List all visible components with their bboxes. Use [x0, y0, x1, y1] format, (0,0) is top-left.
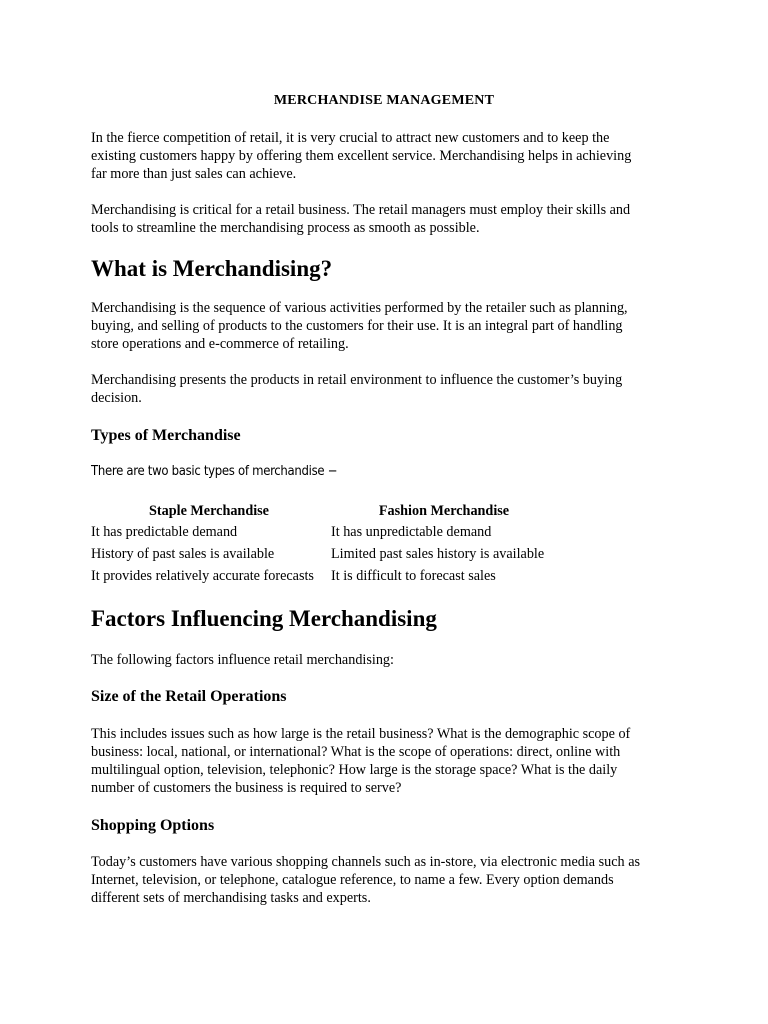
intro2-line-2: tools to streamline the merchandising process as smooth as possible. [91, 220, 480, 236]
document-title: MERCHANDISE MANAGEMENT [273, 93, 495, 108]
table-cell: It is difficult to forecast sales [331, 568, 496, 584]
heading-what-is-merchandising: What is Merchandising? [91, 256, 333, 281]
factors-intro: The following factors influence retail merchandising: [91, 652, 394, 668]
intro-line-2: existing customers happy by offering them excellent service. Merchandising helps in achieving [91, 148, 632, 164]
heading-size-of-retail-operations: Size of the Retail Operations [91, 688, 287, 705]
what-p1-line-1: Merchandising is the sequence of various activities performed by the retailer such as planning, [91, 300, 628, 316]
table-cell: History of past sales is available [91, 546, 275, 562]
size-line-3: multilingual option, television, telephonic? How large is the storage space? What is the daily [91, 762, 618, 778]
what-p1-line-3: store operations and e-commerce of retailing. [91, 336, 349, 352]
types-intro: There are two basic types of merchandise − [91, 464, 338, 479]
intro2-line-1: Merchandising is critical for a retail business. The retail managers must employ their skills and [91, 202, 631, 218]
size-line-2: business: local, national, or international? What is the scope of operations: direct, online with [91, 744, 621, 760]
heading-types-of-merchandise: Types of Merchandise [91, 427, 241, 444]
size-line-1: This includes issues such as how large is the retail business? What is the demographic scope of [91, 726, 631, 742]
shopping-line-2: Internet, television, or telephone, catalogue reference, to name a few. Every option demands [91, 872, 614, 888]
shopping-line-3: different sets of merchandising tasks and experts. [91, 890, 371, 906]
what-p2-line-2: decision. [91, 390, 142, 406]
what-p2-line-1: Merchandising presents the products in retail environment to influence the customer’s buying [91, 372, 623, 388]
size-line-4: number of customers the business is required to serve? [91, 780, 402, 796]
shopping-line-1: Today’s customers have various shopping channels such as in-store, via electronic media such as [91, 854, 641, 870]
heading-factors: Factors Influencing Merchandising [91, 606, 437, 631]
table-header-fashion: Fashion Merchandise [378, 503, 510, 519]
table-header-staple: Staple Merchandise [149, 503, 269, 519]
table-cell: It has unpredictable demand [331, 524, 492, 540]
intro-line-1: In the fierce competition of retail, it is very crucial to attract new customers and to keep the [91, 130, 610, 146]
heading-shopping-options: Shopping Options [91, 817, 215, 834]
what-p1-line-2: buying, and selling of products to the customers for their use. It is an integral part of handling [91, 318, 623, 334]
table-cell: It has predictable demand [91, 524, 238, 540]
table-cell: Limited past sales history is available [331, 546, 545, 562]
intro-line-3: far more than just sales can achieve. [91, 166, 297, 182]
table-cell: It provides relatively accurate forecasts [91, 568, 314, 584]
